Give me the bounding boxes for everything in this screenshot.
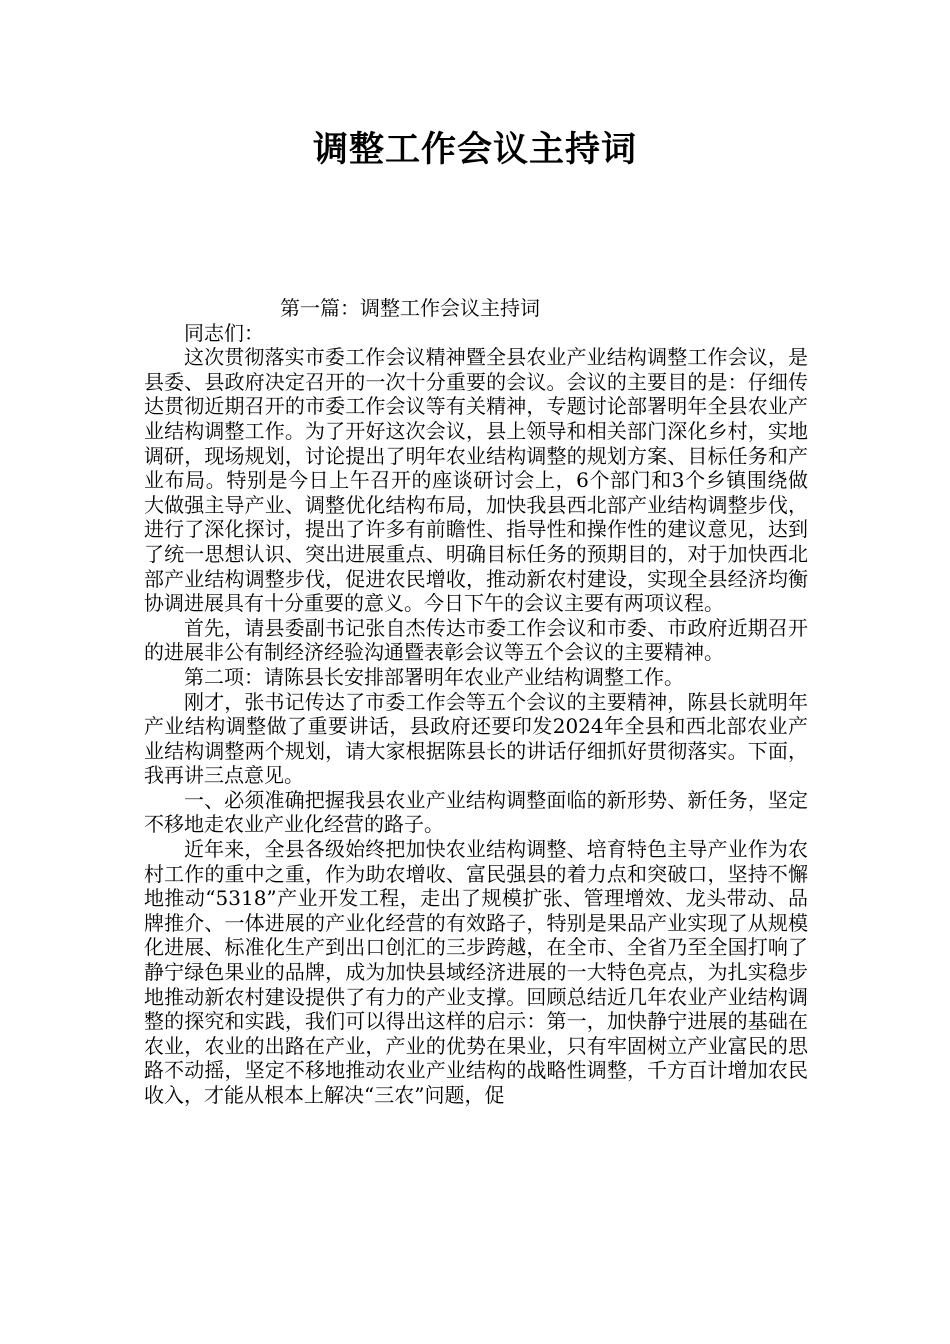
salutation: 同志们： — [184, 320, 264, 345]
paragraph: 这次贯彻落实市委工作会议精神暨全县农业产业结构调整工作会议，是县委、县政府决定召开的一次十分重要的会议。会议的主要目的是：仔细传达贯彻近期召开的市委工作会议等有关精神，专题讨论部署明年全县农业产业结构调整工作。为了开好这次会议，县上领导和相关部门深化乡村，实地调研，现场规划，讨论提出了明年农业结构调整的规划方案、目标任务和产业布局。特别是今日上午召开的座谈研讨会上，6个部门和3个乡镇围绕做大做强主导产业、调整优化结构布局，加快我县西北部产业结构调整步伐，进行了深化探讨，提出了许多有前瞻性、指导性和操作性的建议意见，达到了统一思想认识、突出进展重点、明确目标任务的预期目的，对于加快西北部产业结构调整步伐，促进农民增收，推动新农村建设，实现全县经济均衡协调进展具有十分重要的意义。今日下午的会议主要有两项议程。 — [144, 345, 808, 616]
paragraph: 刚才，张书记传达了市委工作会等五个会议的主要精神，陈县长就明年产业结构调整做了重要讲话，县政府还要印发2024年全县和西北部农业产业结构调整两个规划，请大家根据陈县长的讲话仔细抓好贯彻落实。下面，我再讲三点意见。 — [144, 689, 808, 788]
paragraph: 一、必须准确把握我县农业产业结构调整面临的新形势、新任务，坚定不移地走农业产业化经营的路子。 — [144, 787, 808, 837]
paragraph: 首先，请县委副书记张自杰传达市委工作会议和市委、市政府近期召开的进展非公有制经济经验沟通暨表彰会议等五个会议的主要精神。 — [144, 615, 808, 665]
paragraph: 第二项：请陈县长安排部署明年农业产业结构调整工作。 — [184, 664, 684, 689]
document-body — [144, 296, 808, 1108]
document-title: 调整工作会议主持词 — [312, 130, 637, 170]
paragraph: 近年来，全县各级始终把加快农业结构调整、培育特色主导产业作为农村工作的重中之重，作为助农增收、富民强县的着力点和突破口，坚持不懈地推动“5318”产业开发工程，走出了规模扩张、管理增效、龙头带动、品牌推介、一体进展的产业化经营的有效路子，特别是果品产业实现了从规模化进展、标准化生产到出口创汇的三步跨越，在全市、全省乃至全国打响了静宁绿色果业的品牌，成为加快县域经济进展的一大特色亮点，为扎实稳步地推动新农村建设提供了有力的产业支撑。回顾总结近几年农业产业结构调整的探究和实践，我们可以得出这样的启示：第一，加快静宁进展的基础在农业，农业的出路在产业，产业的优势在果业，只有牢固树立产业富民的思路不动摇，坚定不移地推动农业产业结构的战略性调整，千方百计增加农民收入，才能从根本上解决“三农”问题，促 — [144, 837, 808, 1107]
section-heading: 第一篇：调整工作会议主持词 — [280, 296, 540, 320]
